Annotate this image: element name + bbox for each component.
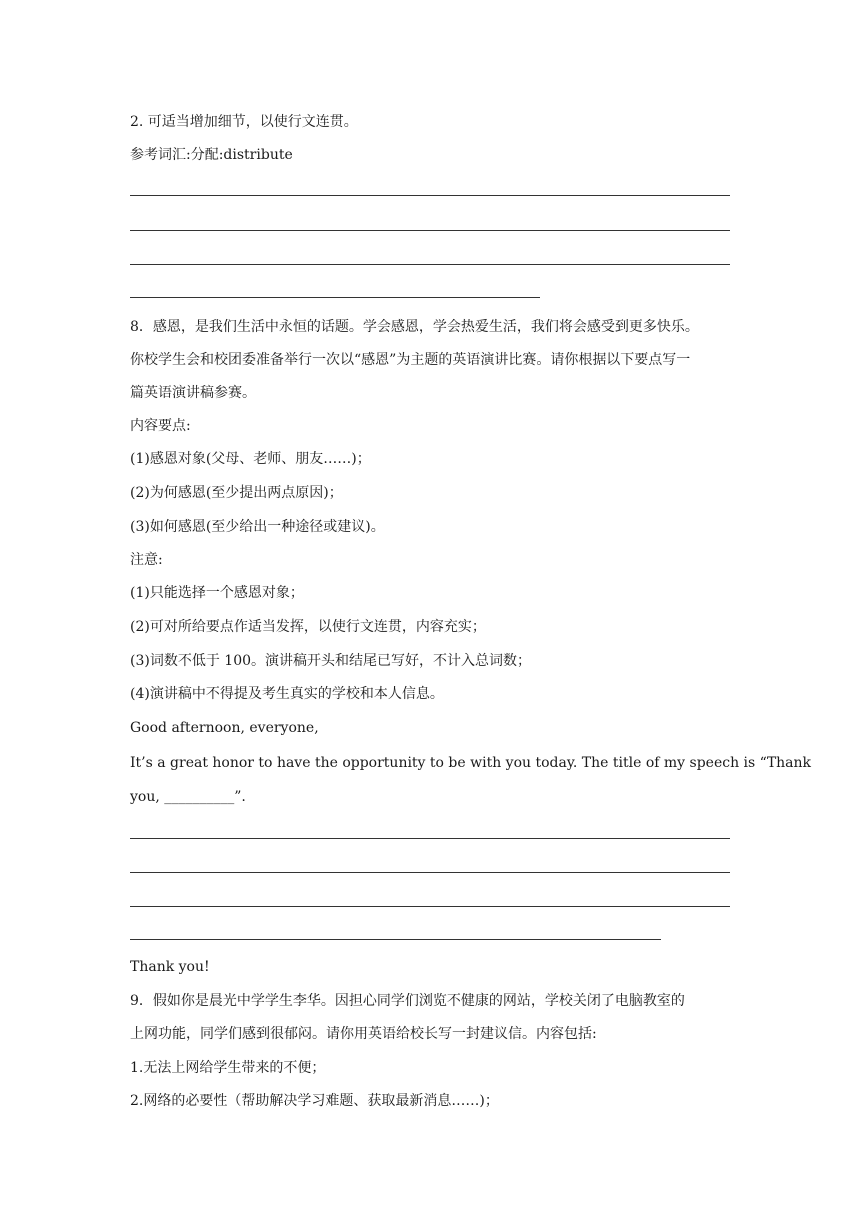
q8-prompt-line-1: 8．感恩，是我们生活中永恒的话题。学会感恩，学会热爱生活，我们将会感受到更多快乐。 [130, 319, 699, 335]
q7-note-2: 2. 可适当增加细节，以使行文连贯。 [130, 114, 358, 130]
answer-line[interactable] [130, 906, 730, 907]
q8-note-4: (4)演讲稿中不得提及考生真实的学校和本人信息。 [130, 686, 444, 702]
q8-point-2: (2)为何感恩(至少提出两点原因)； [130, 485, 343, 501]
q8-prompt-line-3: 篇英语演讲稿参赛。 [130, 385, 256, 401]
q8-speech-line-2: you, __________”. [130, 789, 246, 805]
answer-line-short[interactable] [130, 297, 540, 298]
q9-prompt-line-1: 9．假如你是晨光中学学生李华。因担心同学们浏览不健康的网站，学校关闭了电脑教室的 [130, 993, 685, 1009]
answer-line-short[interactable] [130, 939, 661, 940]
q9-prompt-line-2: 上网功能，同学们感到很郁闷。请你用英语给校长写一封建议信。内容包括: [130, 1026, 597, 1042]
answer-line[interactable] [130, 838, 730, 839]
q8-note-1: (1)只能选择一个感恩对象； [130, 585, 304, 601]
q7-vocab-hint: 参考词汇:分配:distribute [130, 147, 293, 163]
answer-line[interactable] [130, 872, 730, 873]
q9-item-2: 2.网络的必要性（帮助解决学习难题、获取最新消息……)； [130, 1093, 499, 1109]
q8-greeting: Good afternoon, everyone, [130, 720, 319, 736]
q8-point-1: (1)感恩对象(父母、老师、朋友……)； [130, 451, 371, 467]
q8-notes-title: 注意: [130, 552, 163, 568]
q8-speech-line-1: It’s a great honor to have the opportunity to be with you today. The title of my speech is “Thank [130, 755, 812, 771]
q9-item-1: 1.无法上网给学生带来的不便； [130, 1060, 326, 1076]
answer-line[interactable] [130, 195, 730, 196]
q8-note-3: (3)词数不低于 100。演讲稿开头和结尾已写好，不计入总词数； [130, 653, 532, 669]
q8-closing: Thank you! [130, 959, 210, 975]
answer-line[interactable] [130, 264, 730, 265]
answer-line[interactable] [130, 230, 730, 231]
q8-points-title: 内容要点: [130, 418, 191, 434]
q8-point-3: (3)如何感恩(至少给出一种途径或建议)。 [130, 519, 385, 535]
q8-prompt-line-2: 你校学生会和校团委准备举行一次以“感恩”为主题的英语演讲比赛。请你根据以下要点写一 [130, 352, 691, 368]
q8-note-2: (2)可对所给要点作适当发挥，以使行文连贯，内容充实； [130, 619, 486, 635]
